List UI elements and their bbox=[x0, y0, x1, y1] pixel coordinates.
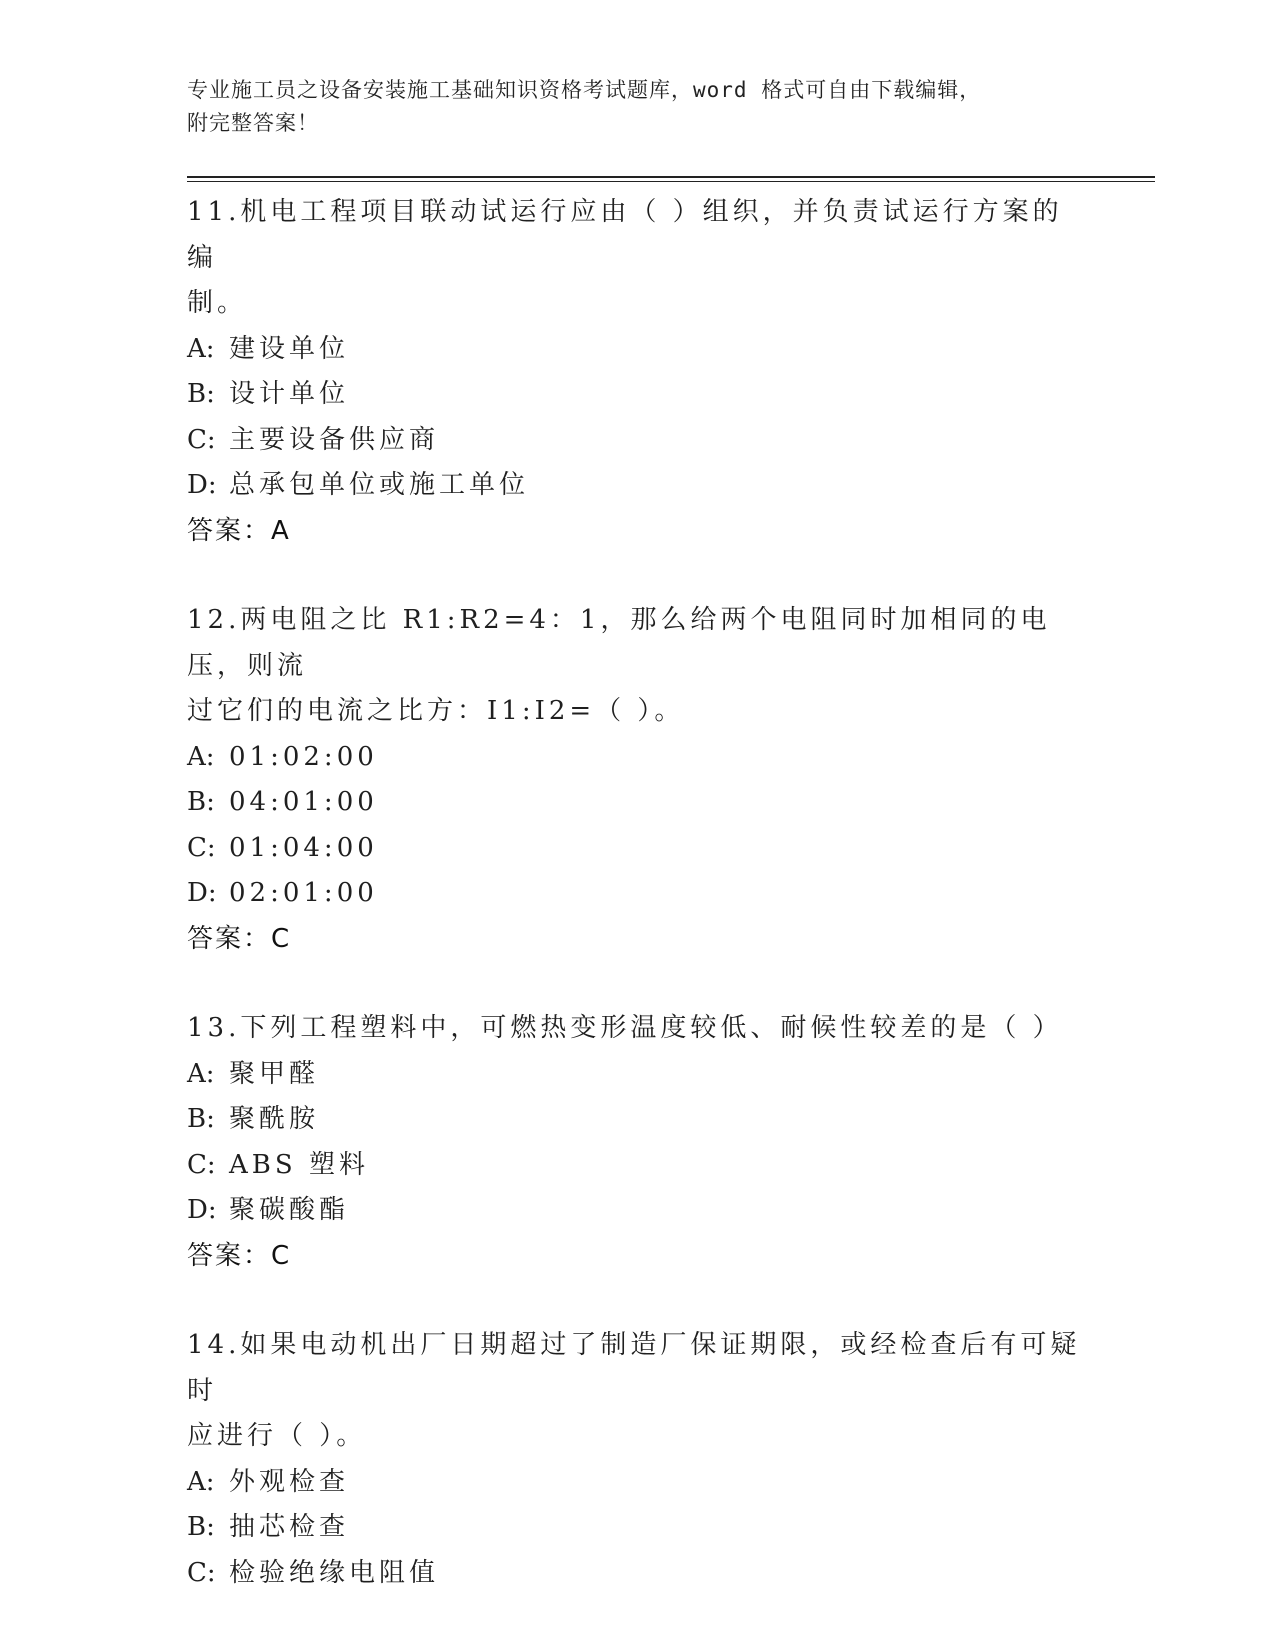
option-b bbox=[187, 372, 1087, 418]
option-label: C: bbox=[187, 1557, 216, 1588]
option-label: C: bbox=[187, 832, 216, 863]
option-text: 04:01:00 bbox=[229, 787, 378, 817]
question-stem-line-1: 11.机电工程项目联动试运行应由（ ）组织，并负责试运行方案的编 bbox=[187, 197, 1063, 273]
question-stem-line-1: 12.两电阻之比 R1:R2=4：1，那么给两个电阻同时加相同的电压，则流 bbox=[187, 605, 1051, 681]
option-d bbox=[187, 1188, 1087, 1234]
answer-line bbox=[187, 1234, 1087, 1280]
question-stem-line-2: 应进行（ ）。 bbox=[187, 1421, 367, 1451]
option-label: C: bbox=[187, 1149, 216, 1180]
option-label: B: bbox=[187, 1104, 215, 1134]
option-a bbox=[187, 1460, 1087, 1506]
option-text: 01:04:00 bbox=[229, 832, 378, 863]
question-stem-line-1: 13.下列工程塑料中，可燃热变形温度较低、耐候性较差的是（ ） bbox=[187, 1013, 1063, 1043]
option-label: D: bbox=[187, 470, 217, 500]
option-label: B: bbox=[187, 1512, 215, 1542]
answer-label: 答案： bbox=[187, 515, 272, 546]
option-text: 建设单位 bbox=[229, 333, 350, 364]
option-c bbox=[187, 1551, 1087, 1597]
option-text: 聚甲醛 bbox=[229, 1058, 320, 1089]
answer-value: A bbox=[271, 515, 289, 546]
option-text: 02:01:00 bbox=[229, 878, 378, 908]
question-stem-line-2: 过它们的电流之比方：I1:I2=（ ）。 bbox=[187, 696, 685, 726]
question-14 bbox=[187, 1323, 1087, 1596]
option-a bbox=[187, 327, 1087, 373]
option-text: 检验绝缘电阻值 bbox=[229, 1557, 440, 1588]
option-text: 01:02:00 bbox=[229, 741, 378, 772]
option-text: 总承包单位或施工单位 bbox=[229, 470, 530, 500]
answer-value: C bbox=[271, 1240, 290, 1271]
header-line-2: 附完整答案！ bbox=[187, 111, 319, 135]
document-header bbox=[187, 74, 1087, 140]
answer-label: 答案： bbox=[187, 923, 272, 954]
header-rule-thin bbox=[187, 181, 1155, 182]
question-stem-line-1: 14.如果电动机出厂日期超过了制造厂保证期限，或经检查后有可疑时 bbox=[187, 1330, 1081, 1406]
option-d bbox=[187, 871, 1087, 917]
option-label: B: bbox=[187, 379, 215, 409]
option-a bbox=[187, 735, 1087, 781]
question-12 bbox=[187, 598, 1087, 962]
option-b bbox=[187, 780, 1087, 826]
option-text: 聚酰胺 bbox=[229, 1104, 320, 1134]
answer-line bbox=[187, 917, 1087, 963]
option-label: D: bbox=[187, 878, 217, 908]
option-label: A: bbox=[187, 741, 215, 772]
option-label: A: bbox=[187, 333, 215, 364]
question-11 bbox=[187, 190, 1087, 554]
option-b bbox=[187, 1505, 1087, 1551]
question-stem-line-2: 制。 bbox=[187, 288, 248, 318]
option-c bbox=[187, 418, 1087, 464]
option-label: A: bbox=[187, 1058, 215, 1089]
option-text: 聚碳酸酯 bbox=[229, 1195, 350, 1225]
option-b bbox=[187, 1097, 1087, 1143]
question-13 bbox=[187, 1006, 1087, 1279]
option-label: D: bbox=[187, 1195, 217, 1225]
option-text: ABS 塑料 bbox=[229, 1149, 369, 1180]
option-d bbox=[187, 463, 1087, 509]
answer-line bbox=[187, 509, 1087, 555]
header-line-1: 专业施工员之设备安装施工基础知识资格考试题库，word 格式可自由下载编辑， bbox=[187, 78, 982, 102]
option-label: B: bbox=[187, 787, 215, 817]
answer-value: C bbox=[271, 923, 290, 954]
answer-label: 答案： bbox=[187, 1240, 272, 1271]
header-rule-thick bbox=[187, 176, 1155, 178]
option-a bbox=[187, 1052, 1087, 1098]
option-c bbox=[187, 1143, 1087, 1189]
option-text: 外观检查 bbox=[229, 1466, 350, 1497]
option-label: C: bbox=[187, 424, 216, 455]
option-text: 设计单位 bbox=[229, 379, 350, 409]
option-label: A: bbox=[187, 1466, 215, 1497]
option-text: 主要设备供应商 bbox=[229, 424, 440, 455]
option-text: 抽芯检查 bbox=[229, 1512, 350, 1542]
option-c bbox=[187, 826, 1087, 872]
question-list bbox=[187, 190, 1087, 1640]
